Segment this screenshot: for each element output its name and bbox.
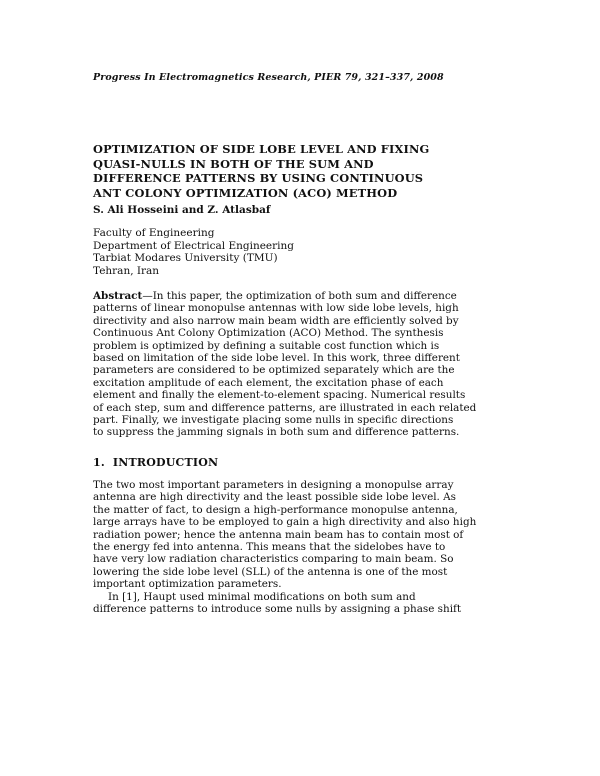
abstract-line: parameters are considered to be optimized separately which are the xyxy=(93,364,455,377)
section-heading-introduction xyxy=(93,456,218,469)
abstract-line: element and finally the element-to-element spacing. Numerical results xyxy=(93,389,466,402)
running-head: Progress In Electromagnetics Research, PIER 79, 321–337, 2008 xyxy=(93,72,444,83)
title-line: DIFFERENCE PATTERNS BY USING CONTINUOUS xyxy=(93,171,424,185)
abstract-line: of each step, sum and difference patterns, are illustrated in each related xyxy=(93,401,477,414)
body-line: lowering the side lobe level (SLL) of the antenna is one of the most xyxy=(93,565,448,578)
abstract-line: to suppress the jamming signals in both sum and difference patterns. xyxy=(93,426,460,439)
authors: S. Ali Hosseini and Z. Atlasbaf xyxy=(93,204,271,216)
body-line: large arrays have to be employed to gain a high directivity and also high xyxy=(93,516,477,529)
title-line: QUASI-NULLS IN BOTH OF THE SUM AND xyxy=(93,156,374,171)
abstract-text: —In this paper, the optimization of both sum and difference xyxy=(142,290,457,302)
body-line: the energy fed into antenna. This means that the sidelobes have to xyxy=(93,541,446,554)
abstract-label: Abstract xyxy=(93,290,143,302)
affiliation-line: Tarbiat Modares University (TMU) xyxy=(93,252,278,264)
abstract-line xyxy=(93,290,503,302)
abstract-line: based on limitation of the side lobe level. In this work, three different xyxy=(93,352,460,365)
introduction-body xyxy=(93,479,503,615)
section-number: 1. xyxy=(93,456,105,469)
body-line: the matter of fact, to design a high-performance monopulse antenna, xyxy=(93,503,458,516)
title-line: ANT COLONY OPTIMIZATION (ACO) METHOD xyxy=(93,185,398,200)
body-line: In [1], Haupt used minimal modifications on both sum and xyxy=(108,590,416,603)
body-line: antenna are high directivity and the least possible side lobe level. As xyxy=(93,491,456,504)
body-line: radiation power; hence the antenna main beam has to contain most of xyxy=(93,528,464,541)
abstract-line: patterns of linear monopulse antennas with low side lobe levels, high xyxy=(93,302,459,315)
paper-title xyxy=(93,142,430,200)
body-line: The two most important parameters in designing a monopulse array xyxy=(93,479,454,491)
body-line: have very low radiation characteristics comparing to main beam. So xyxy=(93,553,454,566)
abstract-line: directivity and also narrow main beam width are efficiently solved by xyxy=(93,314,459,327)
body-line: important optimization parameters. xyxy=(93,578,282,591)
body-line: difference patterns to introduce some nulls by assigning a phase shift xyxy=(93,603,462,616)
title-line: OPTIMIZATION OF SIDE LOBE LEVEL AND FIXING xyxy=(93,142,430,156)
abstract xyxy=(93,290,503,439)
affiliation xyxy=(93,227,294,277)
abstract-line: part. Finally, we investigate placing some nulls in specific directions xyxy=(93,414,454,427)
abstract-line: excitation amplitude of each element, the excitation phase of each xyxy=(93,376,444,389)
abstract-line: problem is optimized by defining a suitable cost function which is xyxy=(93,339,440,352)
affiliation-line: Tehran, Iran xyxy=(93,264,160,277)
affiliation-line: Department of Electrical Engineering xyxy=(93,239,294,252)
abstract-line: Continuous Ant Colony Optimization (ACO) Method. The synthesis xyxy=(93,327,444,340)
affiliation-line: Faculty of Engineering xyxy=(93,227,215,239)
section-title: INTRODUCTION xyxy=(112,456,219,469)
